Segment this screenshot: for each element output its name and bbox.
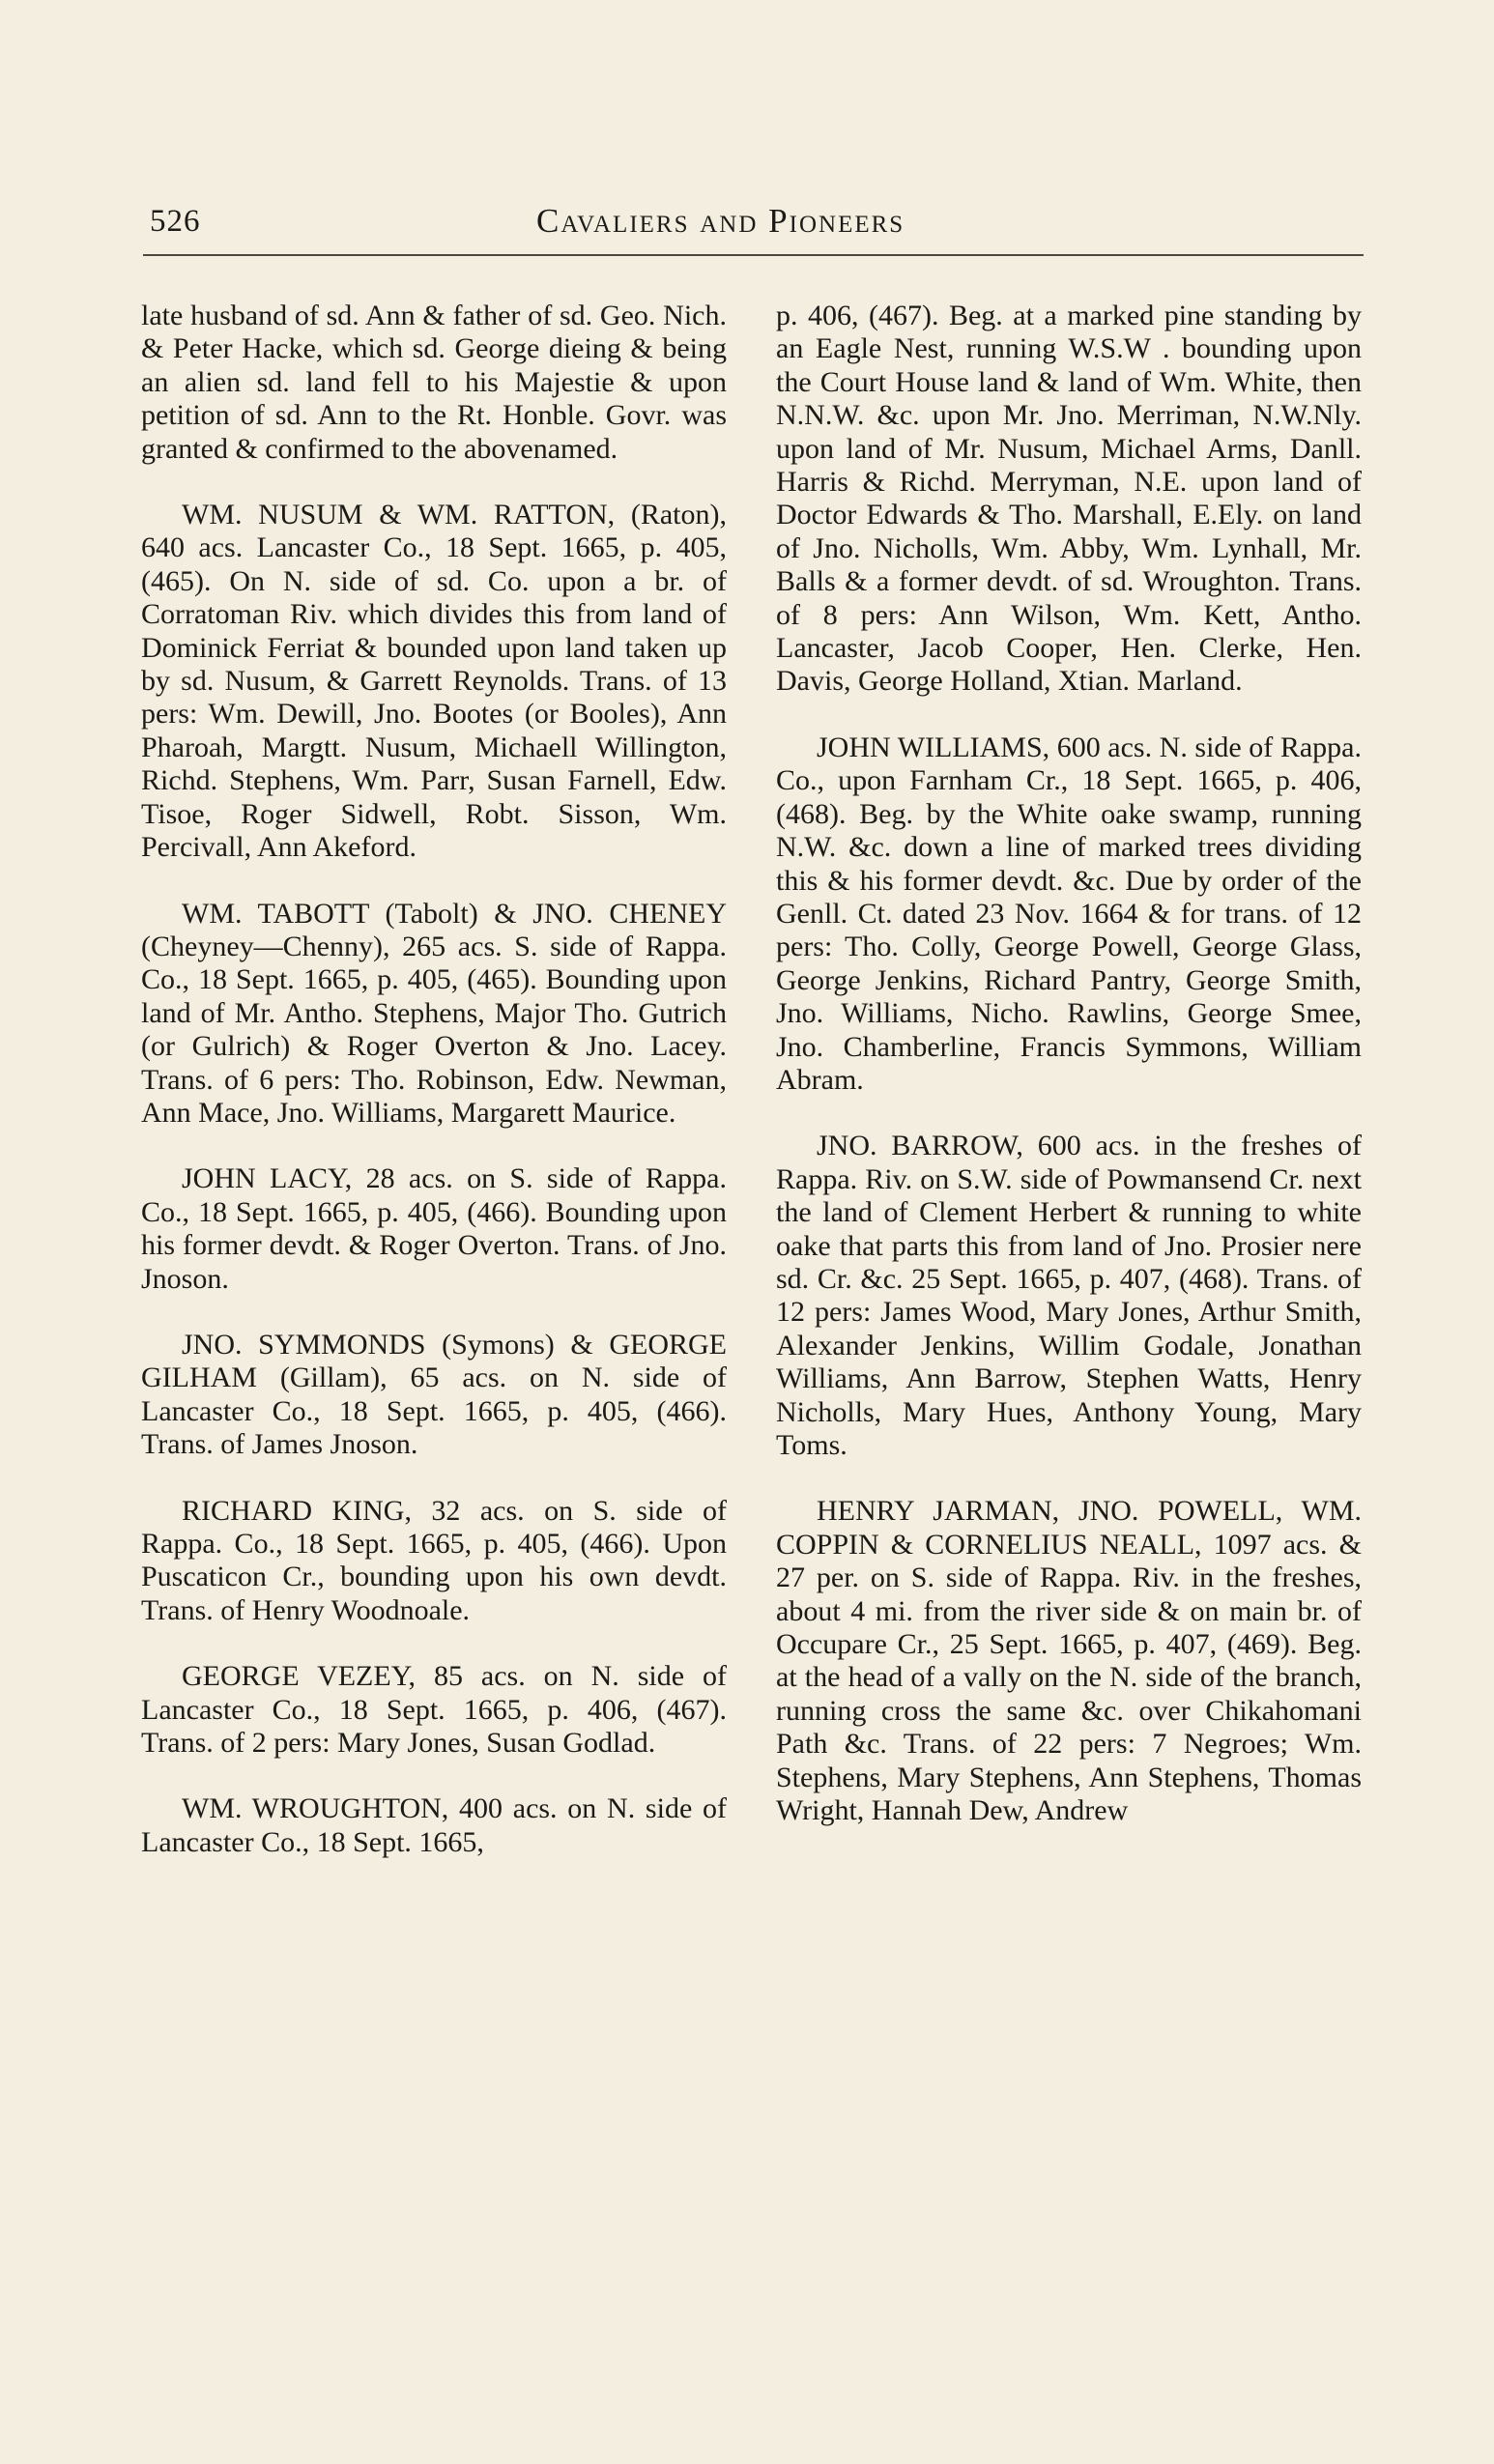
entry-john-lacy: JOHN LACY, 28 acs. on S. side of Rappa. Co., 18 Sept. 1665, p. 405, (466). Bounding upon his former devdt. & Roger Overton. Trans. of Jno. Jnoson. — [141, 1162, 727, 1295]
page-header — [150, 198, 1364, 248]
entry-george-vezey: GEORGE VEZEY, 85 acs. on N. side of Lancaster Co., 18 Sept. 1665, p. 406, (467). Trans. of 2 pers: Mary Jones, Susan Godlad. — [141, 1660, 727, 1760]
entry-jno-barrow: JNO. BARROW, 600 acs. in the freshes of Rappa. Riv. on S.W. side of Powmansend Cr. next the land of Clement Herbert & running to white oake that parts this from land of Jno. Prosier nere sd. Cr. &c. 25 Sept. 1665, p. 407, (468). Trans. of 12 pers: James Wood, Mary Jones, Arthur Smith, Alexander Jenkins, Willim Godale, Jonathan Williams, Ann Barrow, Stephen Watts, Henry Nicholls, Mary Hues, Anthony Young, Mary Toms. — [776, 1130, 1362, 1461]
entry-wroughton-continued: p. 406, (467). Beg. at a marked pine standing by an Eagle Nest, running W.S.W . bounding upon the Court House land & land of Wm. White, then N.N.W. &c. upon Mr. Jno. Merriman, N.W.Nly. upon land of Mr. Nusum, Michael Arms, Danll. Harris & Richd. Merryman, N.E. upon land of Doctor Edwards & Tho. Marshall, E.Ely. on land of Jno. Nicholls, Wm. Abby, Wm. Lynhall, Mr. Balls & a former devdt. of sd. Wroughton. Trans. of 8 pers: Ann Wilson, Wm. Kett, Antho. Lancaster, Jacob Cooper, Hen. Clerke, Hen. Davis, George Holland, Xtian. Marland. — [776, 300, 1362, 698]
left-column — [141, 300, 727, 1859]
entry-wm-wroughton: WM. WROUGHTON, 400 acs. on N. side of Lancaster Co., 18 Sept. 1665, — [141, 1792, 727, 1858]
entry-jarman-powell-coppin-neall: HENRY JARMAN, JNO. POWELL, WM. COPPIN & CORNELIUS NEALL, 1097 acs. & 27 per. on S. side of Rappa. Riv. in the freshes, about 4 mi. from the river side & on main br. of Occupare Cr., 25 Sept. 1665, p. 407, (469). Beg. at the head of a vally on the N. side of the branch, running cross the same &c. over Chikahomani Path &c. Trans. of 22 pers: 7 Negroes; Wm. Stephens, Mary Stephens, Ann Stephens, Thomas Wright, Hannah Dew, Andrew — [776, 1495, 1362, 1827]
page-number: 526 — [150, 204, 201, 239]
entry-symmonds-gilham: JNO. SYMMONDS (Symons) & GEORGE GILHAM (Gillam), 65 acs. on N. side of Lancaster Co., 18 Sept. 1665, p. 405, (466). Trans. of James Jnoson. — [141, 1328, 727, 1461]
header-rule — [143, 254, 1364, 256]
entry-john-williams: JOHN WILLIAMS, 600 acs. N. side of Rappa. Co., upon Farnham Cr., 18 Sept. 1665, p. 406, (468). Beg. by the White oake swamp, running N.W. &c. down a line of marked trees dividing this & his former devdt. &c. Due by order of the Genll. Ct. dated 23 Nov. 1664 & for trans. of 12 pers: Tho. Colly, George Powell, George Glass, George Jenkins, Richard Pantry, George Smith, Jno. Williams, Nicho. Rawlins, George Smee, Jno. Chamberline, Francis Symmons, William Abram. — [776, 731, 1362, 1096]
entry-tabott-cheney: WM. TABOTT (Tabolt) & JNO. CHENEY (Cheyney—Chenny), 265 acs. S. side of Rappa. Co., 18 Sept. 1665, p. 405, (465). Bounding upon land of Mr. Antho. Stephens, Major Tho. Gutrich (or Gulrich) & Roger Overton & Jno. Lacey. Trans. of 6 pers: Tho. Robinson, Edw. Newman, Ann Mace, Jno. Williams, Margarett Maurice. — [141, 897, 727, 1129]
running-title: Cavaliers and Pioneers — [536, 202, 905, 240]
entry-continuation: late husband of sd. Ann & father of sd. Geo. Nich. & Peter Hacke, which sd. George dieing & being an alien sd. land fell to his Majestie & upon petition of sd. Ann to the Rt. Honble. Govr. was granted & confirmed to the abovenamed. — [141, 300, 727, 465]
entry-nusum-ratton: WM. NUSUM & WM. RATTON, (Raton), 640 acs. Lancaster Co., 18 Sept. 1665, p. 405, (465). On N. side of sd. Co. upon a br. of Corratoman Riv. which divides this from land of Dominick Ferriat & bounded upon land taken up by sd. Nusum, & Garrett Reynolds. Trans. of 13 pers: Wm. Dewill, Jno. Bootes (or Booles), Ann Pharoah, Margtt. Nusum, Michaell Willington, Richd. Stephens, Wm. Parr, Susan Farnell, Edw. Tisoe, Roger Sidwell, Robt. Sisson, Wm. Percivall, Ann Akeford. — [141, 499, 727, 864]
entry-richard-king: RICHARD KING, 32 acs. on S. side of Rappa. Co., 18 Sept. 1665, p. 405, (466). Upon Puscaticon Cr., bounding upon his own devdt. Trans. of Henry Woodnoale. — [141, 1494, 727, 1626]
right-column — [776, 300, 1362, 1827]
